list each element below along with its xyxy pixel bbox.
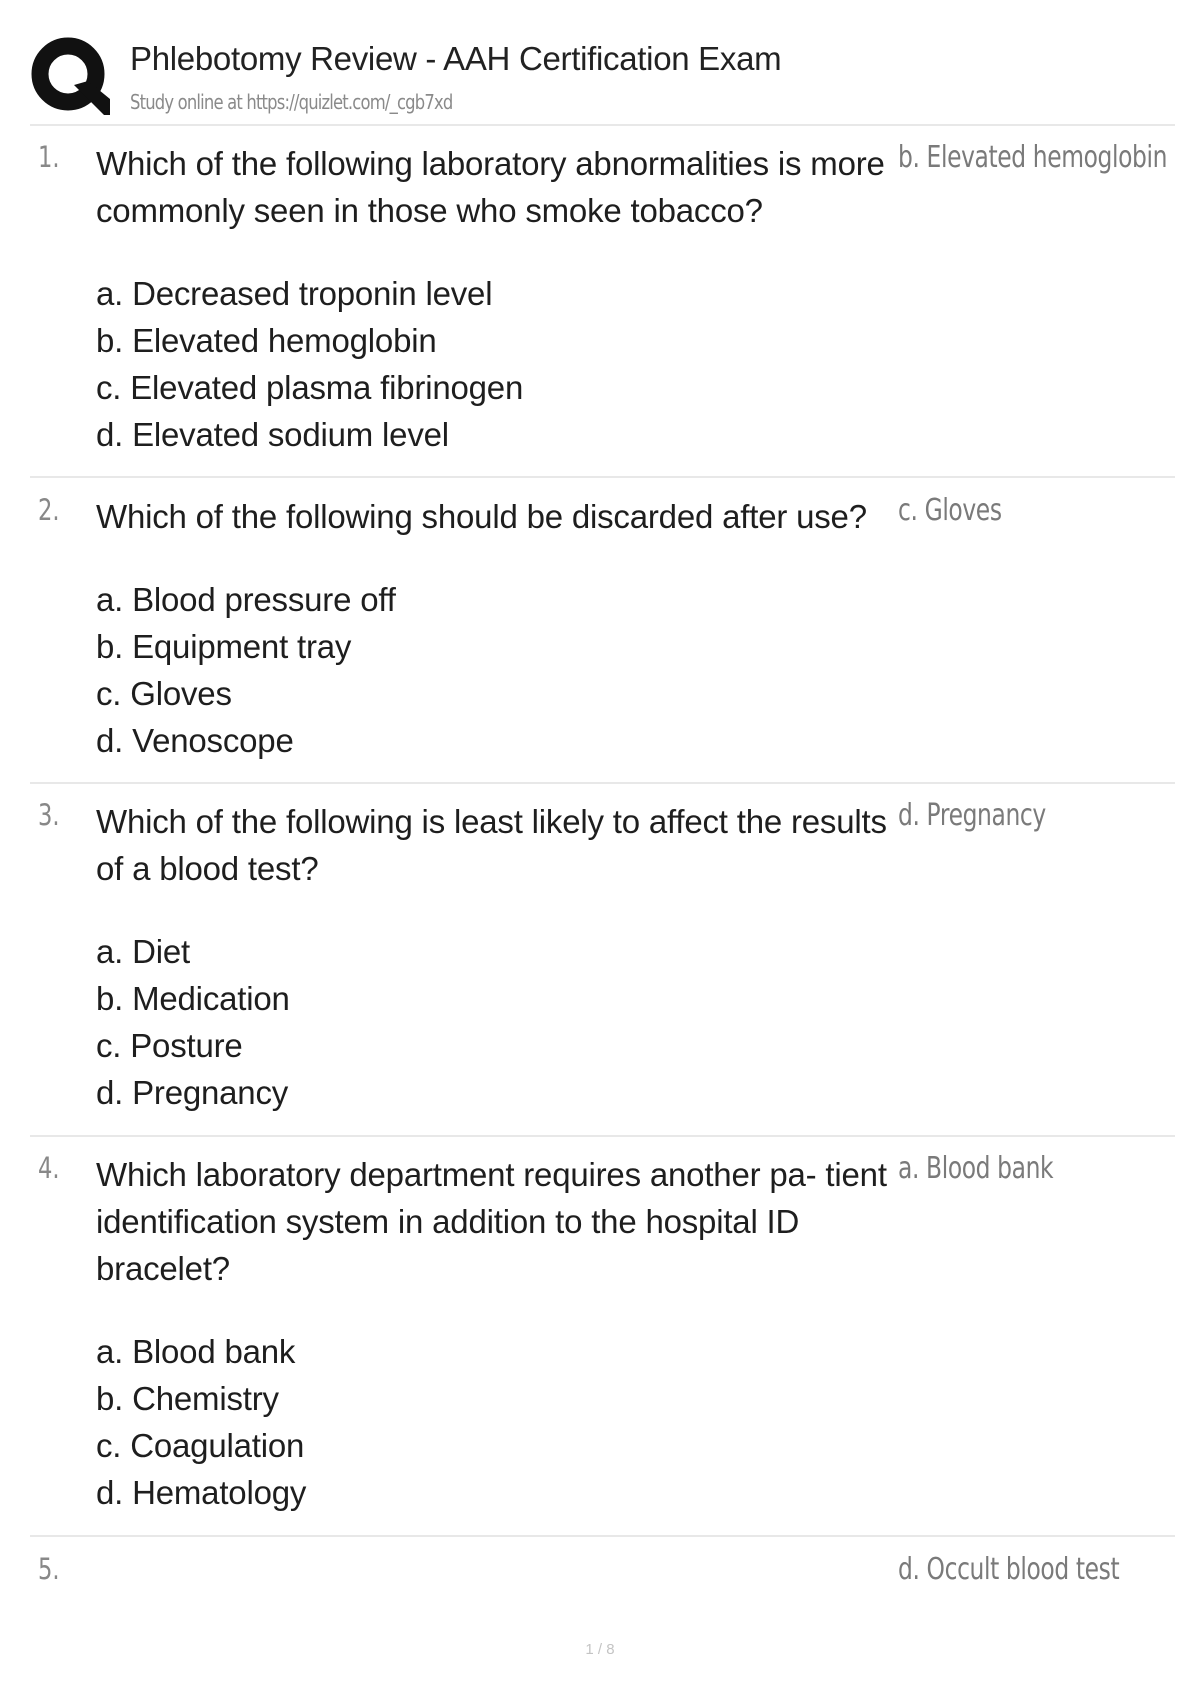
question-number: 1. <box>38 140 60 174</box>
option-item: a. Blood bank <box>96 1333 296 1370</box>
option-list <box>96 576 396 764</box>
option-item: d. Hematology <box>96 1474 307 1511</box>
answer-text: b. Elevated hemoglobin <box>898 140 1168 175</box>
option-item: b. Equipment tray <box>96 628 352 665</box>
option-item: c. Coagulation <box>96 1427 305 1464</box>
question-number: 4. <box>38 1151 60 1185</box>
page-header <box>30 30 1180 125</box>
divider <box>30 476 1175 478</box>
option-item: d. Venoscope <box>96 722 294 759</box>
divider <box>30 782 1175 784</box>
option-item: c. Gloves <box>96 675 232 712</box>
option-item: d. Pregnancy <box>96 1074 289 1111</box>
page-number: 1 / 8 <box>585 1641 615 1658</box>
question-number: 3. <box>38 798 60 832</box>
option-list <box>96 270 523 458</box>
divider <box>30 124 1175 126</box>
question-text: Which of the following should be discarded after use? <box>96 498 867 535</box>
question-number: 2. <box>38 493 60 527</box>
option-item: a. Diet <box>96 933 190 970</box>
divider <box>30 1535 1175 1537</box>
question-text: Which of the following is least likely to affect the results of a blood test? <box>96 803 887 887</box>
question-text: Which laboratory department requires another pa- tient identification system in addition to the hospital ID bracelet? <box>96 1156 887 1287</box>
option-item: d. Elevated sodium level <box>96 416 449 453</box>
document-title: Phlebotomy Review - AAH Certification Exam <box>130 40 782 77</box>
question-number: 5. <box>38 1552 60 1586</box>
option-item: b. Chemistry <box>96 1380 279 1417</box>
option-list <box>96 1328 306 1516</box>
option-list <box>96 928 290 1116</box>
answer-text: d. Occult blood test <box>898 1552 1120 1587</box>
option-item: a. Decreased troponin level <box>96 275 493 312</box>
answer-text: a. Blood bank <box>898 1151 1054 1186</box>
option-item: a. Blood pressure off <box>96 581 396 618</box>
question-text: Which of the following laboratory abnormalities is more commonly seen in those who smoke tobacco? <box>96 145 885 229</box>
option-item: c. Elevated plasma fibrinogen <box>96 369 524 406</box>
option-item: b. Elevated hemoglobin <box>96 322 437 359</box>
answer-text: c. Gloves <box>898 493 1002 528</box>
option-item: c. Posture <box>96 1027 243 1064</box>
option-item: b. Medication <box>96 980 290 1017</box>
divider <box>30 1135 1175 1137</box>
quizlet-logo-icon <box>30 37 110 117</box>
study-online-link[interactable]: Study online at https://quizlet.com/_cgb7xd <box>130 90 453 114</box>
answer-text: d. Pregnancy <box>898 798 1046 833</box>
